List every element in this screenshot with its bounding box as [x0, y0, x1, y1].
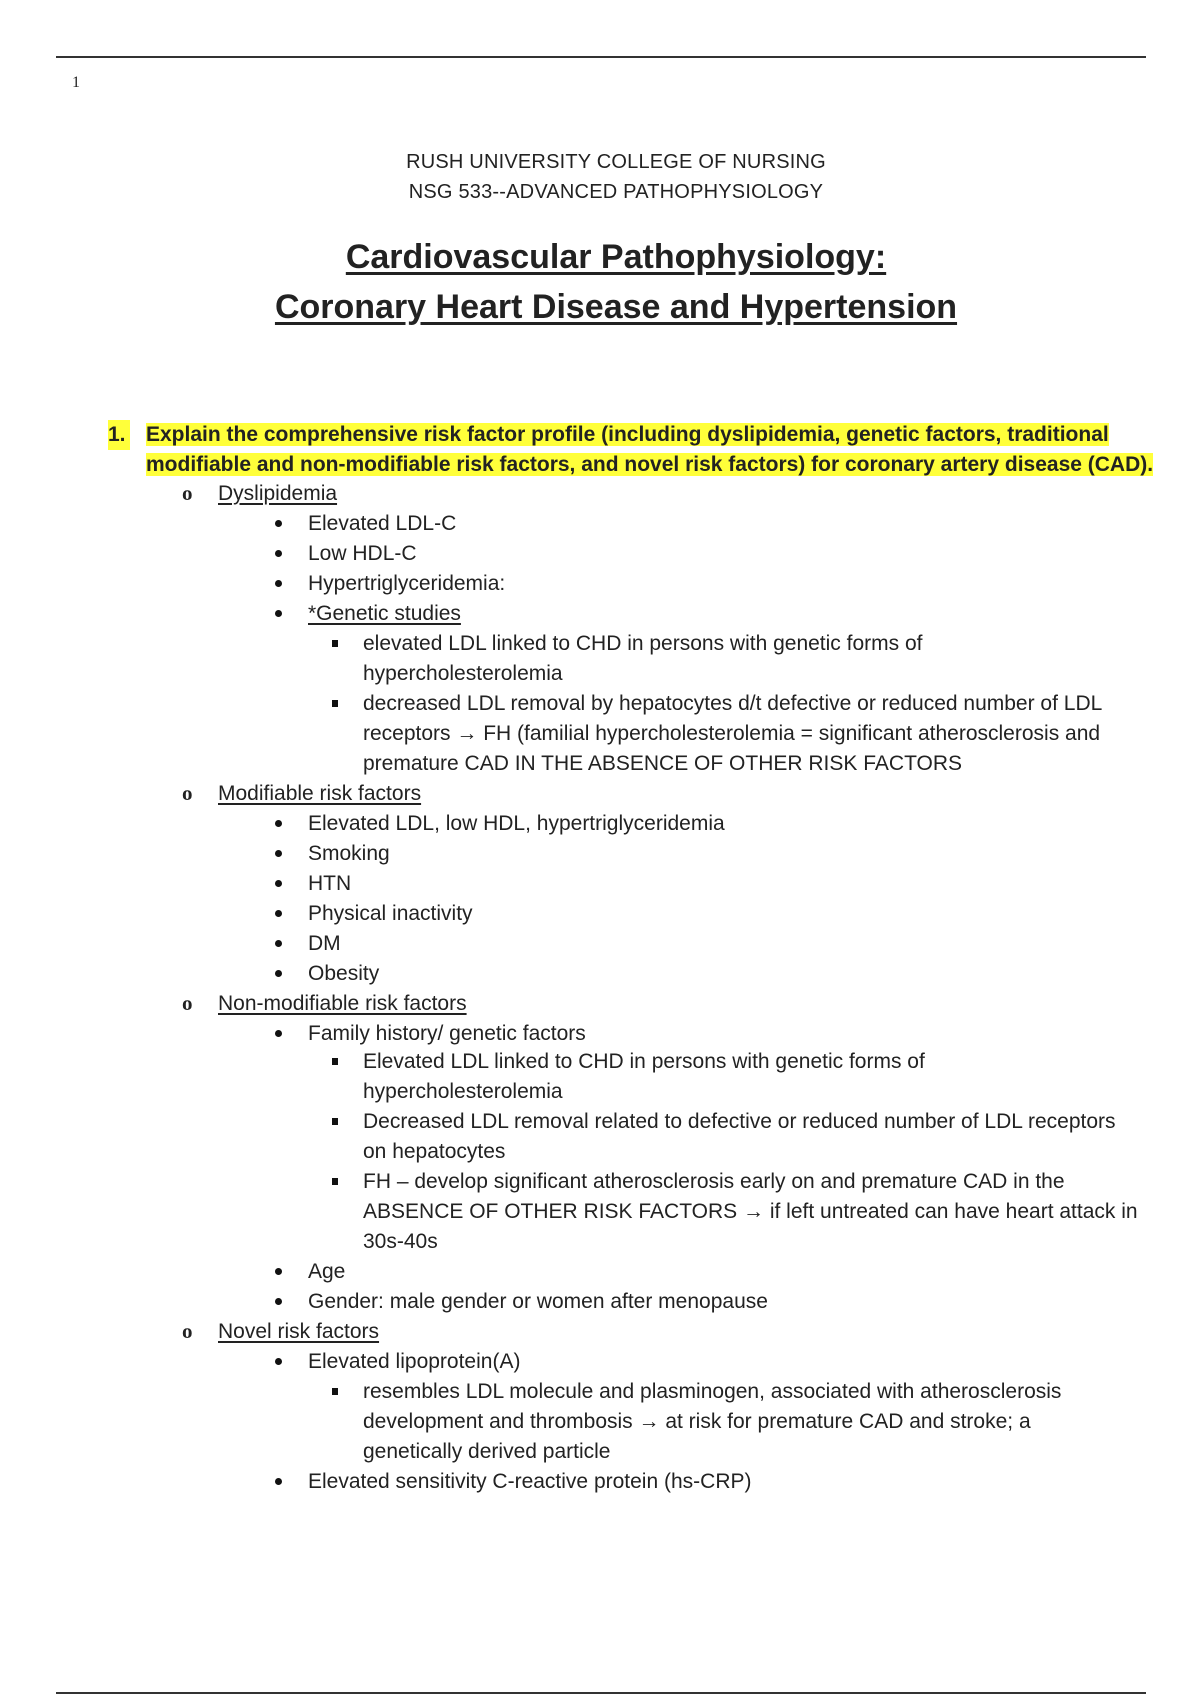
- section-heading-novel: Novel risk factors: [218, 1320, 380, 1343]
- bullet-dot-icon: [275, 940, 282, 947]
- list-item: Gender: male gender or women after menopause: [308, 1290, 768, 1313]
- bullet-square-icon: [332, 640, 338, 647]
- bullet-dot-icon: [275, 550, 282, 557]
- sub-item-line: on hepatocytes: [363, 1140, 506, 1163]
- title-line-2: Coronary Heart Disease and Hypertension: [274, 288, 958, 326]
- section-heading-dyslipidemia: Dyslipidemia: [218, 482, 338, 505]
- list-item: Low HDL-C: [308, 542, 417, 565]
- list-item: Smoking: [308, 842, 390, 865]
- list-item: Hypertriglyceridemia:: [308, 572, 506, 595]
- sub-item-line: elevated LDL linked to CHD in persons with genetic forms of: [363, 632, 923, 655]
- sub-item-line: Decreased LDL removal related to defective or reduced number of LDL receptors: [363, 1110, 1116, 1133]
- list-item: Elevated LDL, low HDL, hypertriglyceridemia: [308, 812, 725, 835]
- list-item: DM: [308, 932, 341, 955]
- bullet-dot-icon: [275, 850, 282, 857]
- list-item: Obesity: [308, 962, 380, 985]
- sub-item-line: decreased LDL removal by hepatocytes d/t defective or reduced number of LDL: [363, 692, 1103, 715]
- list-item: Elevated lipoprotein(A): [308, 1350, 521, 1373]
- question-number: 1.: [108, 420, 130, 450]
- bullet-dot-icon: [275, 910, 282, 917]
- circle-bullet-icon: o: [182, 1319, 193, 1343]
- list-item: Age: [308, 1260, 346, 1283]
- sub-item-line: hypercholesterolemia: [363, 662, 563, 685]
- bullet-dot-icon: [275, 880, 282, 887]
- bullet-dot-icon: [275, 610, 282, 617]
- list-item: Physical inactivity: [308, 902, 473, 925]
- bullet-dot-icon: [275, 1268, 282, 1275]
- sub-item-line: FH – develop significant atherosclerosis early on and premature CAD in the: [363, 1170, 1065, 1193]
- bullet-square-icon: [332, 700, 338, 707]
- list-item: Elevated sensitivity C-reactive protein (hs-CRP): [308, 1470, 752, 1493]
- question-1: [108, 420, 1158, 480]
- circle-bullet-icon: o: [182, 991, 193, 1015]
- sub-item-line: hypercholesterolemia: [363, 1080, 563, 1103]
- top-rule: [56, 56, 1146, 58]
- bullet-dot-icon: [275, 1358, 282, 1365]
- sub-item-line: Elevated LDL linked to CHD in persons with genetic forms of: [363, 1050, 925, 1073]
- bullet-dot-icon: [275, 580, 282, 587]
- sub-item-line: premature CAD IN THE ABSENCE OF OTHER RISK FACTORS: [363, 752, 963, 775]
- question-line-2: modifiable and non-modifiable risk factors, and novel risk factors) for coronary artery disease (CAD).: [146, 453, 1154, 476]
- list-item: Family history/ genetic factors: [308, 1022, 586, 1045]
- sub-item-line: 30s-40s: [363, 1230, 438, 1253]
- bullet-square-icon: [332, 1388, 338, 1395]
- sub-item-line: receptors → FH (familial hypercholesterolemia = significant atherosclerosis and: [363, 722, 1101, 745]
- sub-item-line: resembles LDL molecule and plasminogen, associated with atherosclerosis: [363, 1380, 1062, 1403]
- question-line-1: Explain the comprehensive risk factor profile (including dyslipidemia, genetic factors, traditional: [146, 423, 1109, 446]
- bullet-square-icon: [332, 1058, 338, 1065]
- page-number: 1: [72, 74, 80, 91]
- bullet-dot-icon: [275, 520, 282, 527]
- bullet-square-icon: [332, 1118, 338, 1125]
- sub-item-line: ABSENCE OF OTHER RISK FACTORS → if left untreated can have heart attack in: [363, 1200, 1138, 1223]
- section-heading-modifiable: Modifiable risk factors: [218, 782, 422, 805]
- bullet-square-icon: [332, 1178, 338, 1185]
- sub-item-line: genetically derived particle: [363, 1440, 611, 1463]
- section-heading-non-modifiable: Non-modifiable risk factors: [218, 992, 467, 1015]
- list-item: Elevated LDL-C: [308, 512, 457, 535]
- bottom-rule: [56, 1692, 1146, 1694]
- list-item: HTN: [308, 872, 352, 895]
- header-university: RUSH UNIVERSITY COLLEGE OF NURSING: [406, 151, 826, 173]
- bullet-dot-icon: [275, 970, 282, 977]
- bullet-dot-icon: [275, 1030, 282, 1037]
- circle-bullet-icon: o: [182, 481, 193, 505]
- list-item-genetic-studies: *Genetic studies: [308, 602, 461, 625]
- title-line-1: Cardiovascular Pathophysiology:: [345, 238, 887, 276]
- bullet-dot-icon: [275, 1478, 282, 1485]
- bullet-dot-icon: [275, 1298, 282, 1305]
- header-course: NSG 533--ADVANCED PATHOPHYSIOLOGY: [408, 181, 824, 203]
- bullet-dot-icon: [275, 820, 282, 827]
- sub-item-line: development and thrombosis → at risk for premature CAD and stroke; a: [363, 1410, 1031, 1433]
- circle-bullet-icon: o: [182, 781, 193, 805]
